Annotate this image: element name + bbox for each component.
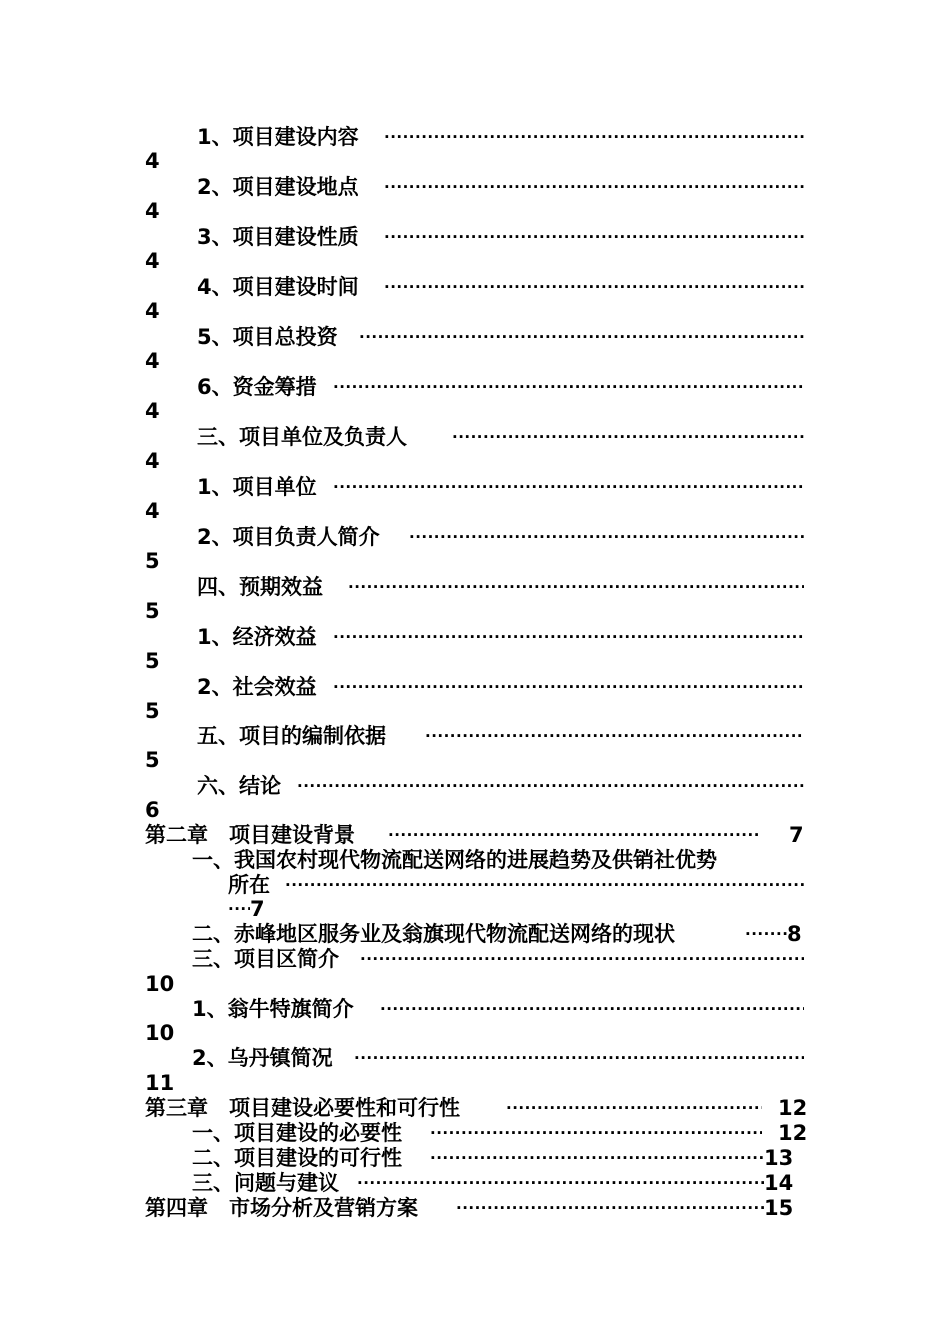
toc-page-number: 10 [145,1021,175,1045]
toc-entry-title[interactable]: 三、项目区简介 [192,947,339,971]
toc-entry-title[interactable]: 2、乌丹镇简况 [192,1046,333,1070]
toc-entry-title[interactable]: 5、项目总投资 [197,325,338,349]
toc-entry-title[interactable]: 2、项目建设地点 [197,175,359,199]
toc-leader [333,374,804,400]
toc-entry-title[interactable]: 1、项目建设内容 [197,125,359,149]
toc-leader [388,822,760,848]
toc-page-number: 7 [250,897,265,921]
toc-chapter-title[interactable]: 第四章 市场分析及营销方案 [145,1196,418,1220]
toc-leader [384,174,804,200]
toc-entry-title[interactable]: 四、预期效益 [197,575,323,599]
toc-entry-title[interactable]: 三、问题与建议 [192,1171,339,1195]
toc-page-number: 10 [145,972,175,996]
toc-leader [506,1095,762,1121]
toc-leader [409,524,804,550]
toc-leader [384,274,804,300]
toc-leader [228,896,250,922]
toc-page-number: 6 [145,798,160,822]
toc-leader [348,574,804,600]
toc-leader [285,872,804,898]
toc-chapter-title[interactable]: 第三章 项目建设必要性和可行性 [145,1096,460,1120]
toc-leader [360,946,804,972]
toc-entry-title[interactable]: 6、资金筹措 [197,375,317,399]
toc-leader [333,474,804,500]
toc-leader [452,424,804,450]
toc-page-number: 4 [145,349,160,373]
toc-leader [359,324,804,350]
toc-entry-title[interactable]: 二、赤峰地区服务业及翁旗现代物流配送网络的现状 [192,922,675,946]
toc-page-number: 4 [145,499,160,523]
toc-page-number: 11 [145,1071,175,1095]
toc-entry-title[interactable]: 2、社会效益 [197,675,317,699]
toc-page-number: 5 [145,549,160,573]
toc-page-number: 4 [145,249,160,273]
toc-leader [384,124,804,150]
toc-leader [380,996,804,1022]
toc-page-number: 4 [145,199,160,223]
toc-entry-title[interactable]: 一、我国农村现代物流配送网络的进展趋势及供销社优势 [192,848,717,872]
toc-entry-title[interactable]: 五、项目的编制依据 [197,724,386,748]
toc-leader [333,624,804,650]
toc-page-number: 12 [778,1096,808,1120]
toc-entry-title[interactable]: 4、项目建设时间 [197,275,359,299]
toc-leader [357,1170,764,1196]
toc-page-number: 5 [145,748,160,772]
toc-leader [354,1045,804,1071]
toc-leader [425,723,804,749]
toc-page-number: 5 [145,649,160,673]
toc-leader [456,1195,764,1221]
toc-leader [430,1120,762,1146]
toc-page-number: 13 [764,1146,794,1170]
toc-page-number: 7 [789,823,804,847]
toc-leader [297,773,804,799]
toc-page-number: 4 [145,299,160,323]
toc-entry-title[interactable]: 3、项目建设性质 [197,225,359,249]
toc-entry-title[interactable]: 2、项目负责人简介 [197,525,380,549]
toc-leader [745,921,787,947]
toc-page-number: 5 [145,599,160,623]
toc-entry-title[interactable]: 六、结论 [197,774,281,798]
toc-entry-title[interactable]: 1、项目单位 [197,475,317,499]
toc-page-number: 14 [764,1171,794,1195]
toc-page-number: 15 [764,1196,794,1220]
toc-leader [384,224,804,250]
toc-entry-title[interactable]: 二、项目建设的可行性 [192,1146,402,1170]
toc-page-number: 12 [778,1121,808,1145]
toc-entry-title[interactable]: 一、项目建设的必要性 [192,1121,402,1145]
toc-chapter-title[interactable]: 第二章 项目建设背景 [145,823,355,847]
toc-leader [430,1145,764,1171]
toc-page-number: 5 [145,699,160,723]
toc-entry-title[interactable]: 三、项目单位及负责人 [197,425,407,449]
toc-entry-title[interactable]: 1、经济效益 [197,625,317,649]
toc-leader [333,674,804,700]
toc-page-number: 4 [145,449,160,473]
toc-entry-title-continued: 所在 [228,873,270,897]
toc-page-number: 4 [145,399,160,423]
toc-page-number: 8 [787,922,802,946]
toc-page-number: 4 [145,149,160,173]
toc-entry-title[interactable]: 1、翁牛特旗简介 [192,997,354,1021]
